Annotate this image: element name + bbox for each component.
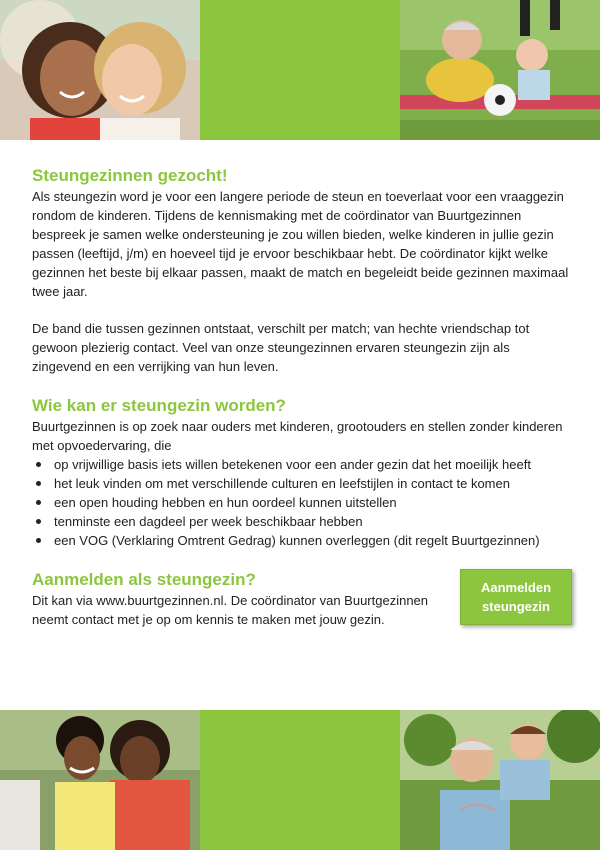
main-content bbox=[32, 165, 572, 629]
mother-daughter-image bbox=[0, 710, 200, 850]
signup-text: Dit kan via www.buurtgezinnen.nl. De coördinator van Buurtgezinnen neemt contact met je op om kennis te maken met jouw gezin. bbox=[32, 593, 429, 627]
heading-steungezinnen-gezocht: Steungezinnen gezocht! bbox=[32, 166, 228, 185]
list-item: op vrijwillige basis iets willen betekenen voor een ander gezin dat het moeilijk heeft bbox=[32, 455, 572, 474]
green-block-top bbox=[200, 0, 400, 140]
photo-two-girls bbox=[0, 0, 200, 140]
eligibility-intro: Buurtgezinnen is op zoek naar ouders met kinderen, grootouders en stellen zonder kinderen met opvoedervaring, die bbox=[32, 419, 563, 453]
heading-wie-kan-steungezin-worden: Wie kan er steungezin worden? bbox=[32, 396, 286, 415]
list-item: tenminste een dagdeel per week beschikbaar hebben bbox=[32, 512, 572, 531]
signup-section bbox=[32, 569, 572, 629]
heading-aanmelden: Aanmelden als steungezin? bbox=[32, 570, 256, 589]
cta-label: Aanmelden steungezin bbox=[480, 580, 552, 614]
list-item: het leuk vinden om met verschillende culturen en leefstijlen in contact te komen bbox=[32, 474, 572, 493]
list-item: een VOG (Verklaring Omtrent Gedrag) kunnen overleggen (dit regelt Buurtgezinnen) bbox=[32, 531, 572, 550]
photo-mother-daughter bbox=[0, 710, 200, 850]
photo-grandfather-piggyback bbox=[400, 710, 600, 850]
list-item: een open houding hebben en hun oordeel kunnen uitstellen bbox=[32, 493, 572, 512]
photo-grandfather-child bbox=[400, 0, 600, 140]
top-banner bbox=[0, 0, 600, 140]
grandfather-piggyback-image bbox=[400, 710, 600, 850]
green-block-bottom bbox=[200, 710, 400, 850]
bottom-banner bbox=[0, 710, 600, 850]
grandfather-child-image bbox=[400, 0, 600, 140]
eligibility-list bbox=[32, 455, 572, 550]
band-paragraph: De band die tussen gezinnen ontstaat, verschilt per match; van hechte vriendschap tot gewoon plezierig contact. Veel van onze steungezinnen ervaren steungezin zijn als zingevend en een verrijking van hun leven. bbox=[32, 321, 530, 374]
two-girls-image bbox=[0, 0, 200, 140]
intro-paragraph: Als steungezin word je voor een langere periode de steun en toeverlaat voor een vraaggezin rondom de kinderen. Tijdens de kennismaking met de coördinator van Buurtgezinnen bespreek je samen welke ondersteuning je zou willen bieden, welke kinderen in jullie gezin passen (leeftijd, j/m) en hoeveel tijd je ervoor beschikbaar hebt. De coördinator kijkt welke gezinnen het beste bij elkaar passen, maakt de match en begeleidt beide gezinnen maximaal twee jaar. bbox=[32, 189, 569, 299]
aanmelden-steungezin-button[interactable] bbox=[460, 569, 572, 625]
